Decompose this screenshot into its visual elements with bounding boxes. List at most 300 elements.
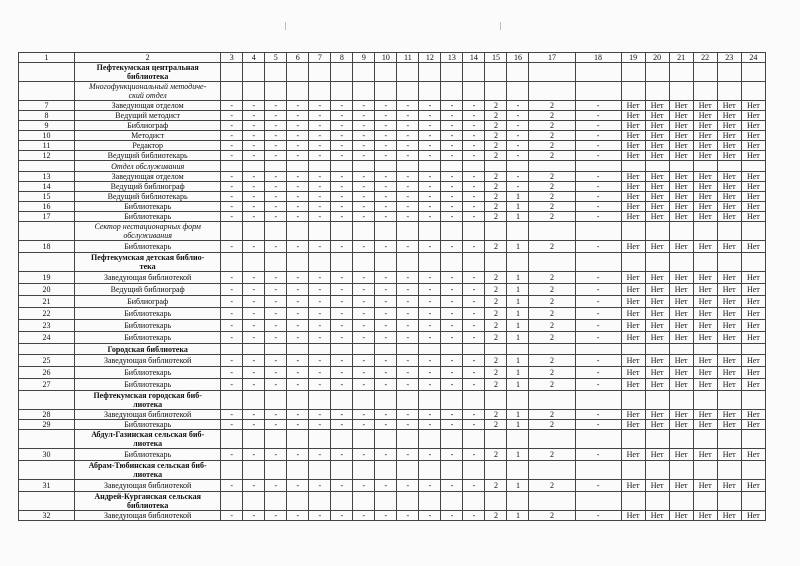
cell-col-9: - — [353, 367, 375, 379]
cell-col-12: - — [419, 511, 441, 521]
cell-col-18: - — [575, 511, 621, 521]
cell-col-6: - — [287, 420, 309, 430]
section-title — [75, 461, 221, 480]
cell-col-7: - — [309, 332, 331, 344]
cell-col-12: - — [419, 121, 441, 131]
cell-col-23: Нет — [717, 241, 741, 253]
cell-col-20: Нет — [645, 379, 669, 391]
cell-col-24: Нет — [741, 355, 765, 367]
cell-col-17: 2 — [529, 202, 575, 212]
cell-col-7: - — [309, 296, 331, 308]
section-title-line: Городская библиотека — [107, 344, 188, 354]
cell-col-15: 2 — [485, 308, 507, 320]
section-title — [75, 253, 221, 272]
row-number: 19 — [19, 272, 75, 284]
cell-col-7: - — [309, 367, 331, 379]
column-number: 21 — [669, 53, 693, 63]
cell-col-21: Нет — [669, 131, 693, 141]
cell-col-19: Нет — [621, 332, 645, 344]
empty-cell — [485, 63, 507, 82]
empty-cell — [669, 82, 693, 101]
empty-cell — [287, 82, 309, 101]
cell-col-22: Нет — [693, 410, 717, 420]
cell-col-12: - — [419, 332, 441, 344]
cell-col-7: - — [309, 172, 331, 182]
cell-col-3: - — [221, 151, 243, 161]
cell-col-19: Нет — [621, 101, 645, 111]
cell-col-4: - — [243, 111, 265, 121]
cell-col-8: - — [331, 449, 353, 461]
cell-col-7: - — [309, 284, 331, 296]
cell-col-5: - — [265, 131, 287, 141]
empty-cell — [575, 344, 621, 355]
cell-col-11: - — [397, 449, 419, 461]
section-header-row — [19, 253, 766, 272]
position-title: Заведующая библиотекой — [75, 410, 221, 420]
cell-col-21: Нет — [669, 480, 693, 492]
cell-col-19: Нет — [621, 141, 645, 151]
cell-col-22: Нет — [693, 121, 717, 131]
cell-col-5: - — [265, 101, 287, 111]
cell-col-3: - — [221, 410, 243, 420]
cell-col-12: - — [419, 182, 441, 192]
cell-col-11: - — [397, 121, 419, 131]
cell-col-4: - — [243, 151, 265, 161]
position-title: Ведущий библиограф — [75, 182, 221, 192]
position-title: Ведущий методист — [75, 111, 221, 121]
empty-cell — [575, 222, 621, 241]
cell-col-23: Нет — [717, 192, 741, 202]
empty-cell — [265, 492, 287, 511]
position-title: Заведующая библиотекой — [75, 480, 221, 492]
cell-col-15: 2 — [485, 272, 507, 284]
empty-cell — [353, 63, 375, 82]
cell-col-22: Нет — [693, 202, 717, 212]
cell-col-9: - — [353, 379, 375, 391]
cell-col-20: Нет — [645, 284, 669, 296]
empty-cell — [309, 492, 331, 511]
empty-cell — [621, 391, 645, 410]
cell-col-8: - — [331, 320, 353, 332]
cell-col-8: - — [331, 420, 353, 430]
cell-col-24: Нет — [741, 449, 765, 461]
cell-col-21: Нет — [669, 141, 693, 151]
position-title: Библиотекарь — [75, 320, 221, 332]
cell-col-22: Нет — [693, 420, 717, 430]
cell-col-8: - — [331, 151, 353, 161]
empty-cell — [287, 461, 309, 480]
cell-col-6: - — [287, 511, 309, 521]
cell-col-21: Нет — [669, 272, 693, 284]
empty-cell — [669, 161, 693, 172]
empty-cell — [441, 430, 463, 449]
cell-col-4: - — [243, 332, 265, 344]
cell-col-24: Нет — [741, 101, 765, 111]
cell-col-11: - — [397, 480, 419, 492]
cell-col-22: Нет — [693, 141, 717, 151]
cell-col-17: 2 — [529, 332, 575, 344]
cell-col-16: 1 — [507, 332, 529, 344]
cell-col-5: - — [265, 241, 287, 253]
cell-col-4: - — [243, 420, 265, 430]
section-header-row — [19, 391, 766, 410]
cell-col-18: - — [575, 449, 621, 461]
empty-cell — [507, 344, 529, 355]
cell-col-14: - — [463, 172, 485, 182]
cell-col-12: - — [419, 480, 441, 492]
empty-cell — [463, 161, 485, 172]
cell-col-12: - — [419, 141, 441, 151]
empty-cell — [507, 253, 529, 272]
cell-col-4: - — [243, 101, 265, 111]
cell-col-19: Нет — [621, 296, 645, 308]
cell-col-13: - — [441, 241, 463, 253]
cell-col-5: - — [265, 212, 287, 222]
cell-col-7: - — [309, 272, 331, 284]
cell-col-10: - — [375, 410, 397, 420]
cell-col-16: 1 — [507, 355, 529, 367]
cell-col-8: - — [331, 410, 353, 420]
row-number: 22 — [19, 308, 75, 320]
cell-col-3: - — [221, 101, 243, 111]
empty-cell — [397, 492, 419, 511]
empty-cell — [221, 391, 243, 410]
cell-col-15: 2 — [485, 212, 507, 222]
cell-col-6: - — [287, 111, 309, 121]
cell-col-23: Нет — [717, 511, 741, 521]
table-row — [19, 420, 766, 430]
empty-cell — [463, 82, 485, 101]
row-number: 16 — [19, 202, 75, 212]
cell-col-24: Нет — [741, 182, 765, 192]
section-title-line: лиотека — [133, 470, 163, 479]
cell-col-20: Нет — [645, 410, 669, 420]
empty-cell — [287, 222, 309, 241]
row-number: 17 — [19, 212, 75, 222]
empty-cell — [485, 430, 507, 449]
empty-cell — [507, 82, 529, 101]
cell-col-3: - — [221, 131, 243, 141]
empty-cell — [265, 222, 287, 241]
position-title: Библиотекарь — [75, 332, 221, 344]
cell-col-5: - — [265, 121, 287, 131]
cell-col-15: 2 — [485, 101, 507, 111]
empty-cell — [717, 430, 741, 449]
cell-col-8: - — [331, 111, 353, 121]
cell-col-7: - — [309, 182, 331, 192]
cell-col-8: - — [331, 284, 353, 296]
section-title — [75, 391, 221, 410]
cell-col-9: - — [353, 202, 375, 212]
empty-cell — [19, 222, 75, 241]
empty-cell — [375, 430, 397, 449]
column-number-header — [19, 53, 766, 63]
cell-col-20: Нет — [645, 355, 669, 367]
empty-cell — [353, 82, 375, 101]
cell-col-23: Нет — [717, 111, 741, 121]
empty-cell — [693, 253, 717, 272]
cell-col-18: - — [575, 172, 621, 182]
empty-cell — [309, 430, 331, 449]
empty-cell — [309, 222, 331, 241]
cell-col-10: - — [375, 111, 397, 121]
section-title-line: Абдул-Газинская сельская биб- — [91, 430, 205, 439]
cell-col-5: - — [265, 308, 287, 320]
row-number: 28 — [19, 410, 75, 420]
cell-col-16: 1 — [507, 367, 529, 379]
row-number: 9 — [19, 121, 75, 131]
cell-col-4: - — [243, 379, 265, 391]
empty-cell — [221, 253, 243, 272]
cell-col-21: Нет — [669, 202, 693, 212]
cell-col-21: Нет — [669, 284, 693, 296]
cell-col-12: - — [419, 284, 441, 296]
cell-col-3: - — [221, 332, 243, 344]
empty-cell — [265, 63, 287, 82]
section-title — [75, 430, 221, 449]
empty-cell — [19, 461, 75, 480]
cell-col-8: - — [331, 367, 353, 379]
cell-col-20: Нет — [645, 420, 669, 430]
cell-col-5: - — [265, 449, 287, 461]
empty-cell — [331, 82, 353, 101]
empty-cell — [243, 82, 265, 101]
cell-col-17: 2 — [529, 320, 575, 332]
cell-col-22: Нет — [693, 449, 717, 461]
cell-col-6: - — [287, 308, 309, 320]
cell-col-6: - — [287, 241, 309, 253]
cell-col-7: - — [309, 355, 331, 367]
column-number: 8 — [331, 53, 353, 63]
cell-col-15: 2 — [485, 111, 507, 121]
cell-col-21: Нет — [669, 296, 693, 308]
cell-col-6: - — [287, 151, 309, 161]
empty-cell — [419, 391, 441, 410]
cell-col-19: Нет — [621, 410, 645, 420]
cell-col-4: - — [243, 172, 265, 182]
column-number: 19 — [621, 53, 645, 63]
cell-col-16: 1 — [507, 192, 529, 202]
empty-cell — [265, 253, 287, 272]
empty-cell — [375, 253, 397, 272]
empty-cell — [441, 63, 463, 82]
cell-col-22: Нет — [693, 272, 717, 284]
cell-col-23: Нет — [717, 141, 741, 151]
cell-col-11: - — [397, 241, 419, 253]
cell-col-20: Нет — [645, 296, 669, 308]
cell-col-19: Нет — [621, 449, 645, 461]
cell-col-18: - — [575, 241, 621, 253]
empty-cell — [717, 82, 741, 101]
cell-col-3: - — [221, 172, 243, 182]
empty-cell — [741, 82, 765, 101]
empty-cell — [441, 344, 463, 355]
cell-col-17: 2 — [529, 121, 575, 131]
empty-cell — [669, 461, 693, 480]
cell-col-14: - — [463, 410, 485, 420]
section-header-row — [19, 344, 766, 355]
cell-col-11: - — [397, 420, 419, 430]
empty-cell — [645, 161, 669, 172]
table-row — [19, 320, 766, 332]
cell-col-4: - — [243, 320, 265, 332]
section-title-line: Отдел обслуживания — [111, 161, 185, 171]
cell-col-14: - — [463, 379, 485, 391]
empty-cell — [529, 344, 575, 355]
empty-cell — [507, 430, 529, 449]
empty-cell — [331, 430, 353, 449]
empty-cell — [529, 161, 575, 172]
section-title-line: Андрей-Курганская сельская — [94, 492, 201, 501]
cell-col-4: - — [243, 192, 265, 202]
cell-col-20: Нет — [645, 241, 669, 253]
empty-cell — [265, 461, 287, 480]
cell-col-3: - — [221, 511, 243, 521]
empty-cell — [243, 391, 265, 410]
position-title: Библиотекарь — [75, 420, 221, 430]
cell-col-23: Нет — [717, 182, 741, 192]
cell-col-8: - — [331, 101, 353, 111]
cell-col-19: Нет — [621, 308, 645, 320]
cell-col-16: 1 — [507, 284, 529, 296]
cell-col-7: - — [309, 111, 331, 121]
table-row — [19, 121, 766, 131]
cell-col-3: - — [221, 272, 243, 284]
empty-cell — [463, 222, 485, 241]
table-row — [19, 141, 766, 151]
row-number: 12 — [19, 151, 75, 161]
empty-cell — [19, 82, 75, 101]
cell-col-23: Нет — [717, 131, 741, 141]
empty-cell — [221, 63, 243, 82]
cell-col-14: - — [463, 296, 485, 308]
empty-cell — [717, 222, 741, 241]
cell-col-10: - — [375, 367, 397, 379]
cell-col-17: 2 — [529, 192, 575, 202]
cell-col-4: - — [243, 449, 265, 461]
empty-cell — [645, 344, 669, 355]
empty-cell — [669, 222, 693, 241]
empty-cell — [621, 461, 645, 480]
cell-col-14: - — [463, 332, 485, 344]
empty-cell — [419, 253, 441, 272]
cell-col-8: - — [331, 332, 353, 344]
cell-col-13: - — [441, 202, 463, 212]
section-header-row — [19, 222, 766, 241]
cell-col-15: 2 — [485, 296, 507, 308]
cell-col-3: - — [221, 182, 243, 192]
empty-cell — [353, 492, 375, 511]
cell-col-13: - — [441, 192, 463, 202]
empty-cell — [441, 222, 463, 241]
cell-col-21: Нет — [669, 151, 693, 161]
cell-col-21: Нет — [669, 308, 693, 320]
cell-col-4: - — [243, 308, 265, 320]
cell-col-13: - — [441, 410, 463, 420]
section-title-line: лиотека — [133, 439, 163, 448]
table-row — [19, 410, 766, 420]
cell-col-16: 1 — [507, 511, 529, 521]
cell-col-6: - — [287, 131, 309, 141]
empty-cell — [741, 430, 765, 449]
empty-cell — [19, 430, 75, 449]
section-title-line: библиотека — [126, 501, 169, 510]
cell-col-17: 2 — [529, 131, 575, 141]
cell-col-24: Нет — [741, 410, 765, 420]
empty-cell — [463, 253, 485, 272]
cell-col-19: Нет — [621, 111, 645, 121]
cell-col-8: - — [331, 272, 353, 284]
cell-col-23: Нет — [717, 379, 741, 391]
cell-col-17: 2 — [529, 308, 575, 320]
cell-col-20: Нет — [645, 367, 669, 379]
empty-cell — [669, 344, 693, 355]
cell-col-11: - — [397, 131, 419, 141]
cell-col-7: - — [309, 308, 331, 320]
cell-col-12: - — [419, 202, 441, 212]
cell-col-20: Нет — [645, 131, 669, 141]
cell-col-20: Нет — [645, 511, 669, 521]
cell-col-23: Нет — [717, 296, 741, 308]
empty-cell — [221, 344, 243, 355]
row-number: 11 — [19, 141, 75, 151]
cell-col-19: Нет — [621, 511, 645, 521]
empty-cell — [669, 63, 693, 82]
cell-col-18: - — [575, 111, 621, 121]
cell-col-15: 2 — [485, 241, 507, 253]
empty-cell — [507, 63, 529, 82]
empty-cell — [669, 391, 693, 410]
cell-col-4: - — [243, 182, 265, 192]
cell-col-8: - — [331, 308, 353, 320]
cell-col-22: Нет — [693, 212, 717, 222]
cell-col-3: - — [221, 141, 243, 151]
cell-col-20: Нет — [645, 101, 669, 111]
cell-col-9: - — [353, 449, 375, 461]
cell-col-6: - — [287, 212, 309, 222]
empty-cell — [287, 253, 309, 272]
empty-cell — [441, 161, 463, 172]
empty-cell — [221, 430, 243, 449]
table-row — [19, 101, 766, 111]
cell-col-13: - — [441, 182, 463, 192]
column-number: 10 — [375, 53, 397, 63]
cell-col-6: - — [287, 480, 309, 492]
cell-col-10: - — [375, 101, 397, 111]
cell-col-14: - — [463, 367, 485, 379]
empty-cell — [575, 63, 621, 82]
row-number: 24 — [19, 332, 75, 344]
empty-cell — [463, 344, 485, 355]
empty-cell — [221, 461, 243, 480]
empty-cell — [463, 461, 485, 480]
cell-col-10: - — [375, 192, 397, 202]
cell-col-22: Нет — [693, 131, 717, 141]
cell-col-20: Нет — [645, 172, 669, 182]
empty-cell — [575, 253, 621, 272]
cell-col-16: - — [507, 151, 529, 161]
cell-col-17: 2 — [529, 410, 575, 420]
cell-col-6: - — [287, 192, 309, 202]
row-number: 15 — [19, 192, 75, 202]
empty-cell — [375, 344, 397, 355]
cell-col-13: - — [441, 320, 463, 332]
cell-col-18: - — [575, 182, 621, 192]
cell-col-9: - — [353, 480, 375, 492]
cell-col-6: - — [287, 272, 309, 284]
cell-col-22: Нет — [693, 355, 717, 367]
empty-cell — [693, 344, 717, 355]
